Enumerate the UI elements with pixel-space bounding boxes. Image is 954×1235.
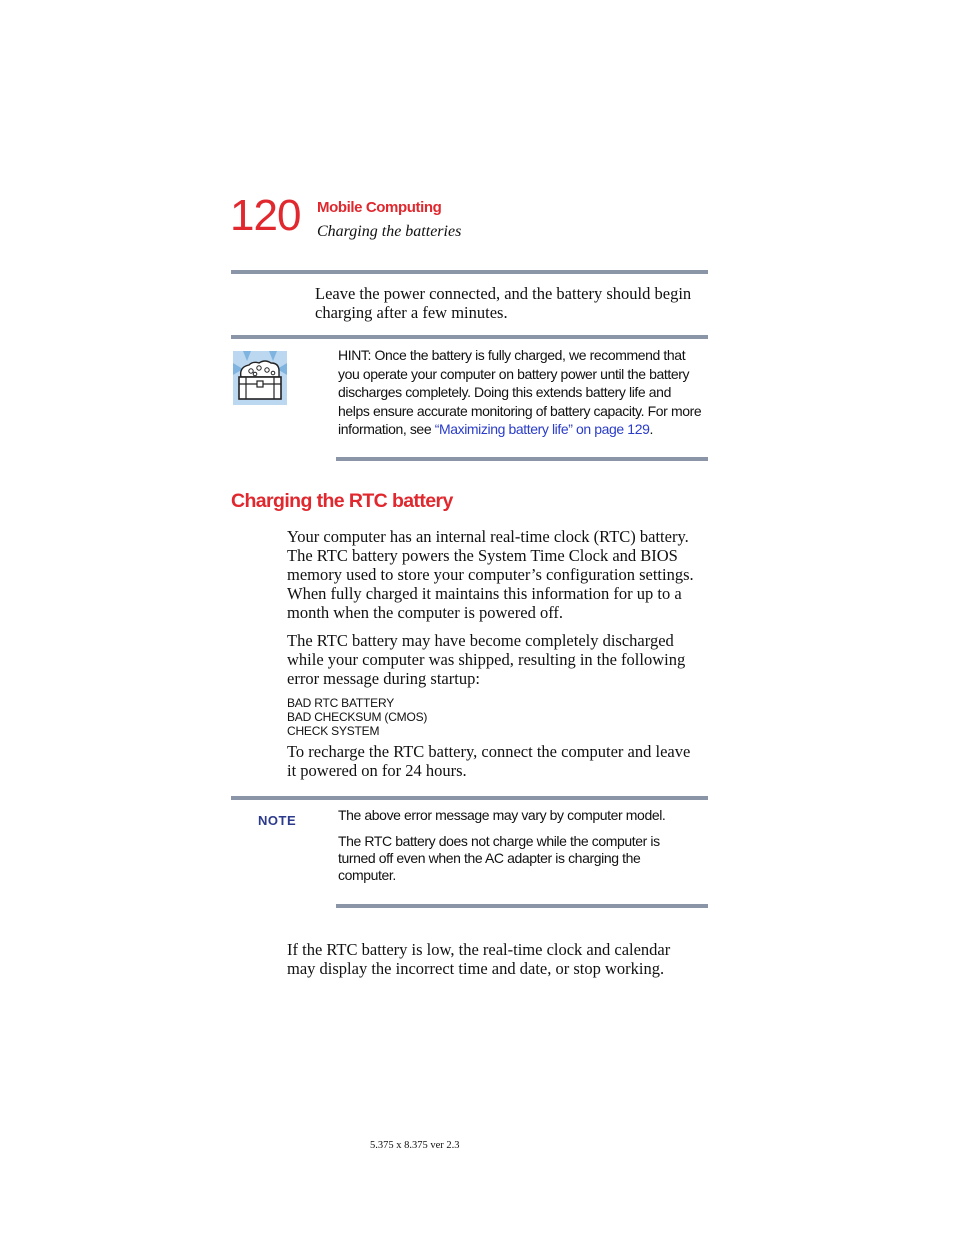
rtc-paragraph-3 [287, 742, 717, 780]
divider-top [231, 270, 708, 274]
rtc-paragraph-2 [287, 631, 717, 688]
text-line: To recharge the RTC battery, connect the computer and leave [287, 742, 691, 761]
hint-line: you operate your computer on battery power until the battery [338, 365, 690, 382]
note-line: The above error message may vary by computer model. [338, 807, 666, 823]
note-label: NOTE [258, 813, 297, 828]
chapter-title: Mobile Computing [317, 199, 442, 216]
closing-paragraph [287, 940, 717, 978]
intro-line: Leave the power connected, and the battery should begin [315, 284, 692, 303]
intro-paragraph [315, 284, 715, 322]
divider-note-top [231, 796, 708, 800]
hint-prefix: information, see [338, 421, 435, 437]
text-line: memory used to store your computer’s configuration settings. [287, 565, 694, 584]
text-line: month when the computer is powered off. [287, 603, 564, 622]
section-heading: Charging the RTC battery [231, 490, 453, 512]
text-line: it powered on for 24 hours. [287, 761, 467, 780]
page-footer: 5.375 x 8.375 ver 2.3 [370, 1140, 460, 1151]
text-line: Your computer has an internal real-time clock (RTC) battery. [287, 527, 689, 546]
text-line: The RTC battery powers the System Time Clock and BIOS [287, 546, 678, 565]
note-text [338, 807, 718, 884]
note-line: The RTC battery does not charge while the computer is [338, 833, 660, 849]
page-number: 120 [230, 191, 301, 240]
divider-hint-top [231, 335, 708, 339]
maximizing-battery-life-link[interactable]: “Maximizing battery life” on page 129 [434, 421, 650, 437]
hint-line: discharges completely. Doing this extends battery life and [338, 384, 671, 400]
error-line: CHECK SYSTEM [287, 724, 380, 738]
divider-note-bottom [336, 904, 708, 908]
note-line: computer. [338, 867, 396, 883]
divider-hint-bottom [336, 457, 708, 461]
text-line: error message during startup: [287, 669, 480, 688]
text-line: The RTC battery may have become completely discharged [287, 631, 674, 650]
intro-line: charging after a few minutes. [315, 303, 508, 322]
rtc-body [287, 527, 717, 789]
text-line: may display the incorrect time and date, or stop working. [287, 959, 665, 978]
note-line: turned off even when the AC adapter is charging the [338, 850, 641, 866]
error-line: BAD CHECKSUM (CMOS) [287, 710, 428, 724]
text-line: When fully charged it maintains this information for up to a [287, 584, 682, 603]
rtc-paragraph-1 [287, 527, 717, 622]
hint-line-last [338, 420, 718, 439]
hint-line: helps ensure accurate monitoring of battery capacity. For more [338, 402, 702, 419]
hint-text [338, 346, 718, 439]
text-line: while your computer was shipped, resulting in the following [287, 650, 686, 669]
hint-suffix: . [649, 421, 653, 437]
treasure-chest-icon [233, 351, 287, 405]
hint-line: HINT: Once the battery is fully charged, we recommend that [338, 347, 686, 363]
section-title: Charging the batteries [317, 223, 462, 240]
text-line: If the RTC battery is low, the real-time clock and calendar [287, 940, 671, 959]
error-message [287, 696, 717, 738]
error-line: BAD RTC BATTERY [287, 696, 395, 710]
